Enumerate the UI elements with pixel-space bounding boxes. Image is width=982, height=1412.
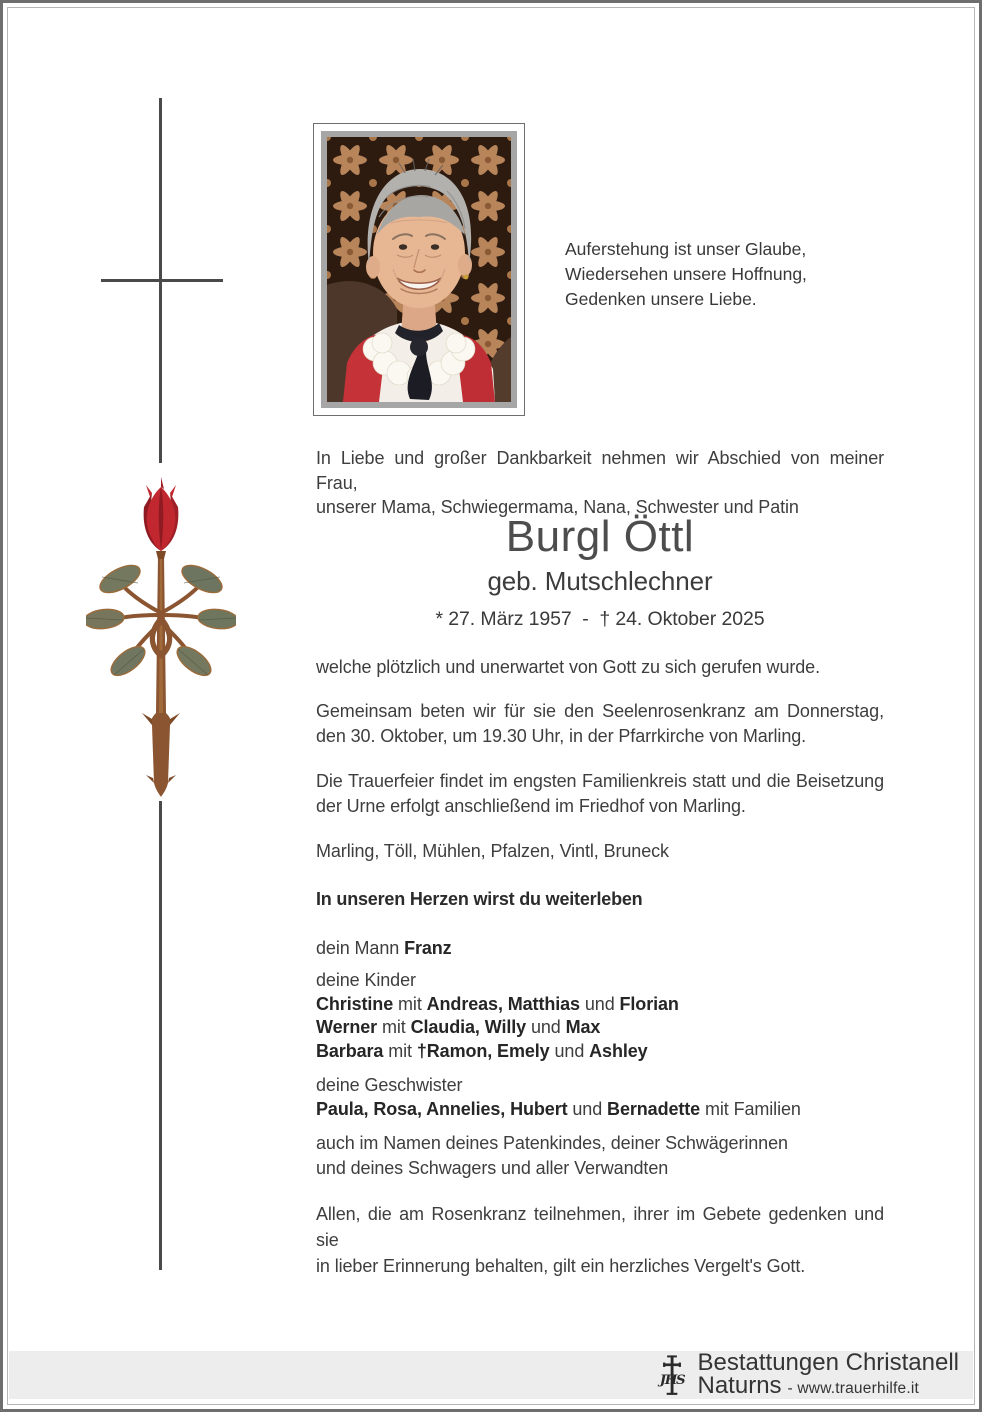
rosary-paragraph bbox=[316, 699, 884, 748]
children-block bbox=[316, 969, 884, 1063]
portrait-photo-mat bbox=[321, 131, 517, 408]
funeral-home-town: Naturns bbox=[697, 1371, 782, 1399]
motto-line: In unseren Herzen wirst du weiterleben bbox=[316, 889, 643, 909]
family-line: Barbara mit †Ramon, Emely und Ashley bbox=[316, 1040, 648, 1061]
children-label: deine Kinder bbox=[316, 970, 416, 990]
memorial-cross-crossbar bbox=[101, 279, 223, 282]
closing-line: in lieber Erinnerung behalten, gilt ein herzliches Vergelt's Gott. bbox=[316, 1256, 806, 1276]
closing-paragraph bbox=[316, 1201, 884, 1279]
siblings-label: deine Geschwister bbox=[316, 1075, 463, 1095]
svg-text:JHS: JHS bbox=[659, 1371, 684, 1388]
portrait-photo bbox=[327, 137, 511, 402]
husband-line bbox=[316, 937, 884, 961]
deceased-dates: * 27. März 1957 - † 24. Oktober 2025 bbox=[435, 608, 765, 630]
husband-name: Franz bbox=[404, 938, 452, 958]
bronze-rose-icon bbox=[86, 463, 236, 801]
places-line: Marling, Töll, Mühlen, Pfalzen, Vintl, Bruneck bbox=[316, 841, 669, 861]
deceased-name: Burgl Öttl bbox=[505, 512, 695, 561]
intro-paragraph bbox=[316, 446, 884, 520]
rosary-line: Gemeinsam beten wir für sie den Seelenrosenkranz am Donnerstag, bbox=[316, 701, 884, 721]
quote-line: Auferstehung ist unser Glaube, bbox=[565, 239, 807, 259]
funeral-paragraph bbox=[316, 769, 884, 818]
family-line: Paula, Rosa, Annelies, Hubert und Bernadette mit Familien bbox=[316, 1098, 801, 1119]
quote-line: Gedenken unsere Liebe. bbox=[565, 289, 757, 309]
in-name-line: auch im Namen deines Patenkindes, deiner Schwägerinnen bbox=[316, 1133, 788, 1153]
family-line: Werner mit Claudia, Willy und Max bbox=[316, 1017, 601, 1037]
deceased-maiden-name: geb. Mutschlechner bbox=[487, 566, 713, 596]
funeral-line: der Urne erfolgt anschließend im Friedhof von Marling. bbox=[316, 795, 746, 816]
funeral-home-footer bbox=[9, 1348, 973, 1399]
funeral-home-name: Bestattungen Christanell bbox=[697, 1348, 959, 1376]
intro-line: unserer Mama, Schwiegermama, Nana, Schwester und Patin bbox=[316, 497, 799, 517]
family-line: Christine mit Andreas, Matthias und Florian bbox=[316, 993, 679, 1014]
funeral-home-website: - www.trauerhilfe.it bbox=[787, 1379, 920, 1397]
closing-line: Allen, die am Rosenkranz teilnehmen, ihrer im Gebete gedenken und sie bbox=[316, 1204, 884, 1250]
called-paragraph: welche plötzlich und unerwartet von Gott zu sich gerufen wurde. bbox=[316, 657, 820, 677]
quote-line: Wiedersehen unsere Hoffnung, bbox=[565, 264, 807, 284]
memorial-quote bbox=[565, 237, 807, 312]
husband-prefix: dein Mann bbox=[316, 938, 405, 958]
in-name-line: und deines Schwagers und aller Verwandten bbox=[316, 1158, 669, 1178]
ihs-cross-logo-icon bbox=[656, 1353, 688, 1397]
in-name-paragraph bbox=[316, 1131, 884, 1181]
rosary-line: den 30. Oktober, um 19.30 Uhr, in der Pfarrkirche von Marling. bbox=[316, 725, 807, 746]
funeral-home-text bbox=[697, 1348, 960, 1400]
portrait-photo-frame bbox=[313, 123, 525, 416]
siblings-block bbox=[316, 1074, 884, 1121]
intro-line: In Liebe und großer Dankbarkeit nehmen wir Abschied von meiner Frau, bbox=[316, 448, 884, 493]
funeral-line: Die Trauerfeier findet im engsten Familienkreis statt und die Beisetzung bbox=[316, 771, 884, 791]
